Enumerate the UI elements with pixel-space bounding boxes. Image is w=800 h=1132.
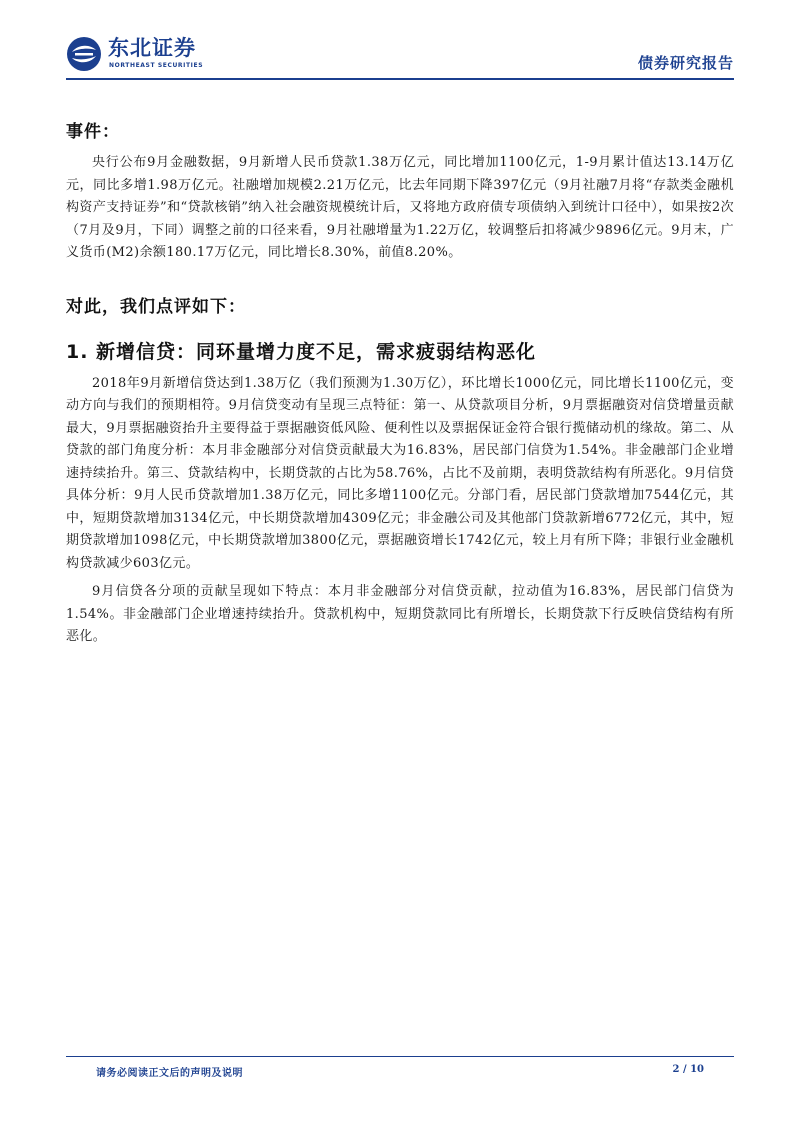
section-1-heading: 1. 新增信贷：同环量增力度不足，需求疲弱结构恶化 [66,340,537,363]
page-header [66,30,734,76]
footer-divider [66,1056,734,1057]
logo-text-en: NORTHEAST SECURITIES [109,62,204,69]
footer-disclaimer: 请务必阅读正文后的声明及说明 [96,1068,243,1079]
event-paragraph: 央行公布9月金融数据，9月新增人民币贷款1.38万亿元，同比增加1100亿元，1-9月累计值达13.14万亿元，同比多增1.98万亿元。社融增加规模2.21万亿元，比去年同期下降397亿元（9月社融7月将“存款类金融机构资产支持证券”和“贷款核销”纳入社会融资规模统计后，又将地方政府债专项债纳入到统计口径中），如果按2次（7月及9月，下同）调整之前的口径来看，9月社融增量为1.22万亿，较调整后扣将减少9896亿元。9月末，广义货币(M2)余额180.17万亿元，同比增长8.30%，前值8.20%。 [66,155,734,260]
page-number: 2 / 10 [672,1064,704,1075]
northeast-securities-logo-icon [66,36,102,72]
header-divider [66,78,734,80]
comment-heading: 对此，我们点评如下： [66,296,246,317]
logo-text-cn: 东北证券 [108,36,196,60]
event-heading: 事件： [66,122,120,142]
report-type-label: 债券研究报告 [637,54,734,72]
document-body [66,118,734,649]
section-1-paragraph-1: 2018年9月新增信贷达到1.38万亿（我们预测为1.30万亿），环比增长1000亿元，同比增长1100亿元，变动方向与我们的预期相符。9月信贷变动有呈现三点特征：第一、从贷款项目分析，9月票据融资对信贷增量贡献最大，9月票据融资抬升主要得益于票据融资低风险、便利性以及票据保证金符合银行揽储动机的缘故。第二、从贷款的部门角度分析：本月非金融部分对信贷贡献最大为16.83%，居民部门信贷为1.54%。非金融部门企业增速持续抬升。第三、贷款结构中，长期贷款的占比为58.76%，占比不及前期，表明贷款结构有所恶化。9月信贷具体分析：9月人民币贷款增加1.38万亿元，同比多增1100亿元。分部门看，居民部门贷款增加7544亿元，其中，短期贷款增加3134亿元，中长期贷款增加4309亿元；非金融公司及其他部门贷款新增6772亿元，其中，短期贷款增加1098亿元，中长期贷款增加3800亿元，票据融资增长1742亿元，较上月有所下降；非银行业金融机构贷款减少603亿元。 [66,375,734,571]
section-1-paragraph-2: 9月信贷各分项的贡献呈现如下特点：本月非金融部分对信贷贡献，拉动值为16.83%，居民部门信贷为1.54%。非金融部门企业增速持续抬升。贷款机构中，短期贷款同比有所增长，长期贷款下行反映信贷结构有所恶化。 [66,584,734,644]
